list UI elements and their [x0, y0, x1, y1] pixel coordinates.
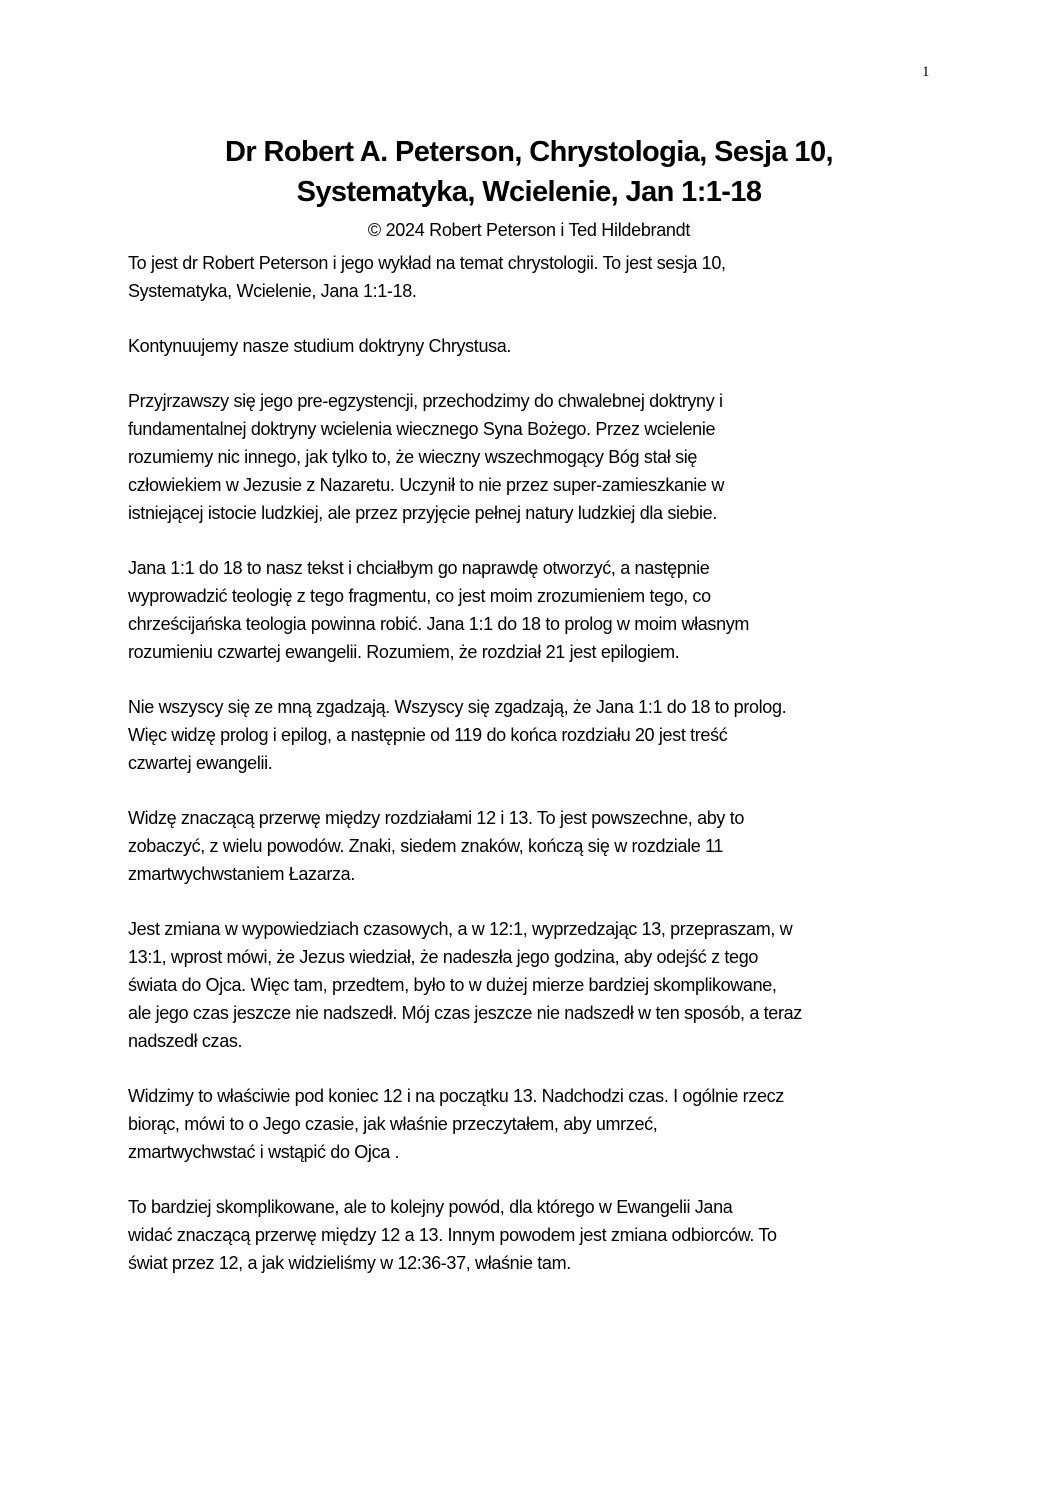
paragraph-line: Jest zmiana w wypowiedziach czasowych, a w 12:1, wyprzedzając 13, przepraszam, w [128, 919, 793, 939]
paragraph-line: fundamentalnej doktryny wcielenia wiecznego Syna Bożego. Przez wcielenie [128, 419, 716, 439]
paragraph-line: ale jego czas jeszcze nie nadszedł. Mój czas jeszcze nie nadszedł w ten sposób, a teraz [128, 1003, 802, 1023]
paragraph-line: Przyjrzawszy się jego pre-egzystencji, przechodzimy do chwalebnej doktryny i [128, 391, 723, 411]
paragraph [128, 249, 948, 305]
paragraph-line: wyprowadzić teologię z tego fragmentu, co jest moim zrozumieniem tego, co [128, 586, 711, 606]
document-title [0, 132, 1058, 212]
title-line: Dr Robert A. Peterson, Chrystologia, Sesja 10, [225, 136, 833, 168]
paragraph-line: biorąc, mówi to o Jego czasie, jak właśnie przeczytałem, aby umrzeć, [128, 1114, 658, 1134]
paragraph [128, 332, 948, 360]
paragraph-line: zmartwychwstać i wstąpić do Ojca . [128, 1142, 400, 1162]
paragraph [128, 915, 948, 1055]
paragraph-line: Nie wszyscy się ze mną zgadzają. Wszyscy się zgadzają, że Jana 1:1 do 18 to prolog. [128, 697, 787, 717]
paragraph-line: chrześcijańska teologia powinna robić. Jana 1:1 do 18 to prolog w moim własnym [128, 614, 750, 634]
paragraph-line: rozumiemy nic innego, jak tylko to, że wieczny wszechmogący Bóg stał się [128, 447, 698, 467]
paragraph-line: świata do Ojca. Więc tam, przedtem, było to w dużej mierze bardziej skomplikowane, [128, 975, 777, 995]
paragraph-line: Kontynuujemy nasze studium doktryny Chrystusa. [128, 336, 512, 356]
paragraph-line: nadszedł czas. [128, 1031, 243, 1051]
paragraph-line: To jest dr Robert Peterson i jego wykład na temat chrystologii. To jest sesja 10, [128, 253, 726, 273]
paragraph-line: Więc widzę prolog i epilog, a następnie od 119 do końca rozdziału 20 jest treść [128, 725, 728, 745]
title-line: Systematyka, Wcielenie, Jan 1:1-18 [296, 176, 762, 208]
copyright-notice: © 2024 Robert Peterson i Ted Hildebrandt [367, 220, 691, 240]
paragraph [128, 554, 948, 666]
paragraph [128, 1193, 948, 1277]
paragraph-line: zmartwychwstaniem Łazarza. [128, 864, 355, 884]
paragraph-line: To bardziej skomplikowane, ale to kolejny powód, dla którego w Ewangelii Jana [128, 1197, 733, 1217]
paragraph-line: Widzę znaczącą przerwę między rozdziałami 12 i 13. To jest powszechne, aby to [128, 808, 745, 828]
paragraph-line: świat przez 12, a jak widzieliśmy w 12:36-37, właśnie tam. [128, 1253, 571, 1273]
paragraph-line: człowiekiem w Jezusie z Nazaretu. Uczynił to nie przez super-zamieszkanie w [128, 475, 724, 495]
paragraph-line: Systematyka, Wcielenie, Jana 1:1-18. [128, 281, 417, 301]
paragraph [128, 804, 948, 888]
paragraph [128, 387, 948, 527]
paragraph-line: Jana 1:1 do 18 to nasz tekst i chciałbym go naprawdę otworzyć, a następnie [128, 558, 710, 578]
paragraph-line: istniejącej istocie ludzkiej, ale przez przyjęcie pełnej natury ludzkiej dla siebie. [128, 503, 717, 523]
paragraph-line: 13:1, wprost mówi, że Jezus wiedział, że nadeszła jego godzina, aby odejść z tego [128, 947, 759, 967]
paragraph-line: zobaczyć, z wielu powodów. Znaki, siedem znaków, kończą się w rozdziale 11 [128, 836, 724, 856]
page-number: 1 [922, 64, 930, 80]
paragraph-line: widać znaczącą przerwę między 12 a 13. Innym powodem jest zmiana odbiorców. To [128, 1225, 777, 1245]
paragraph-line: Widzimy to właściwie pod koniec 12 i na początku 13. Nadchodzi czas. I ogólnie rzecz [128, 1086, 784, 1106]
paragraph [128, 693, 948, 777]
paragraph-line: czwartej ewangelii. [128, 753, 273, 773]
paragraph [128, 1082, 948, 1166]
paragraph-line: rozumieniu czwartej ewangelii. Rozumiem, że rozdział 21 jest epilogiem. [128, 642, 680, 662]
document-body [128, 249, 948, 1304]
